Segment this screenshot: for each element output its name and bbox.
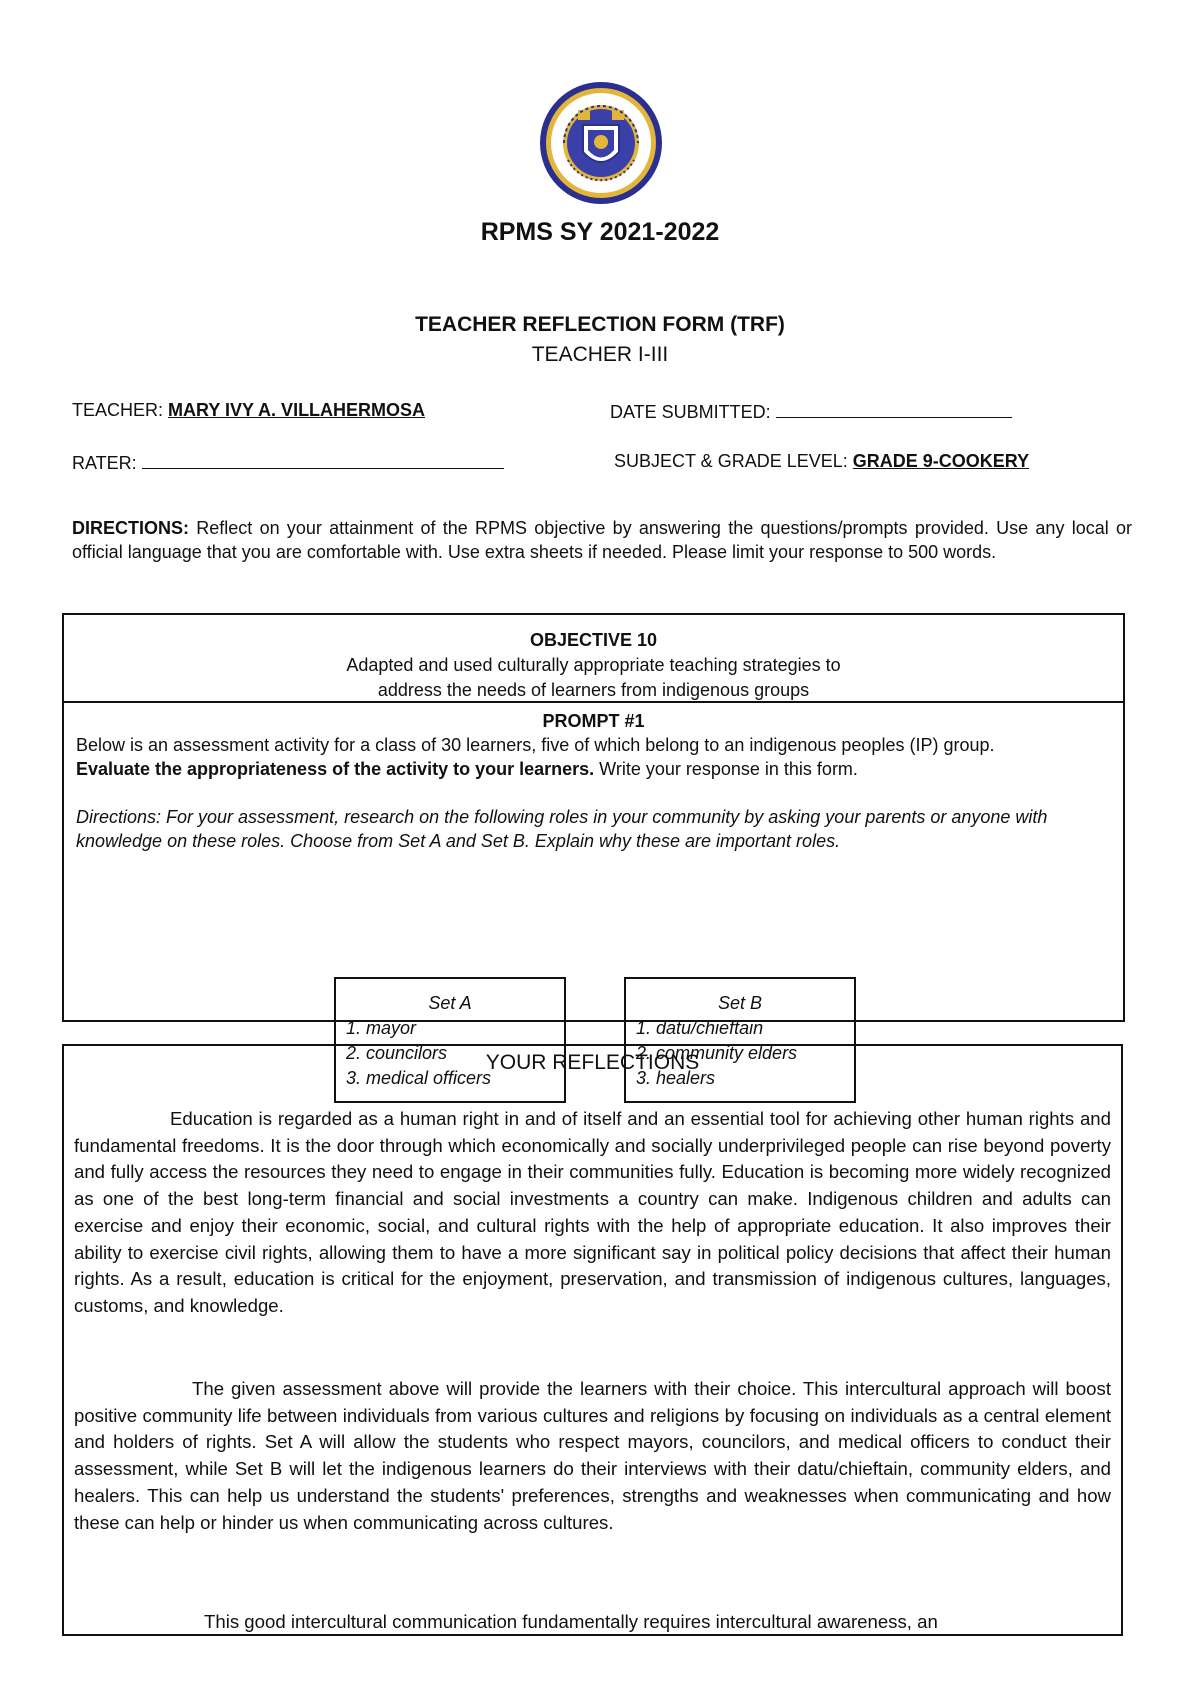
set-a-item: 3. medical officers — [346, 1068, 492, 1088]
rater-label: RATER: — [72, 453, 137, 473]
set-b-item: 1. datu/chieftain — [636, 1018, 764, 1038]
date-field — [610, 400, 1012, 423]
directions — [72, 516, 1132, 564]
subject-value[interactable]: GRADE 9-COOKERY — [852, 451, 1030, 471]
teacher-name[interactable]: MARY IVY A. VILLAHERMOSA — [168, 400, 426, 420]
form-title: TEACHER REFLECTION FORM (TRF) — [415, 313, 785, 336]
directions-label: DIRECTIONS: — [72, 518, 189, 538]
rater-field — [72, 451, 504, 474]
reflection-paragraph-3: This good intercultural communication fundamentally requires intercultural awareness, an — [204, 1611, 938, 1632]
set-b-item: 2. community elders — [636, 1043, 798, 1063]
prompt-bold-instruction: Evaluate the appropriateness of the activity to your learners. — [76, 759, 595, 779]
form-subtitle: TEACHER I-III — [531, 343, 669, 366]
prompt-instruction — [76, 757, 1111, 781]
teacher-label: TEACHER: — [72, 400, 164, 420]
prompt-intro: Below is an assessment activity for a class of 30 learners, five of which belong to an indigenous peoples (IP) group. — [76, 735, 995, 755]
rater-blank-line[interactable] — [142, 451, 504, 469]
objective-line-1: Adapted and used culturally appropriate teaching strategies to — [346, 655, 841, 675]
prompt-title: PROMPT #1 — [542, 711, 645, 731]
objective-header — [64, 615, 1123, 703]
objective-title: OBJECTIVE 10 — [529, 630, 658, 650]
reflection-paragraph-2: The given assessment above will provide the learners with their choice. This intercultural approach will boost positive community life between individuals from various cultures and religions by focusing on individuals as a central element and holders of rights. Set A will allow the students who respect mayors, councilors, and medical officers to conduct their assessment, while Set B will let the indigenous learners do their interviews with their datu/chieftain, community elders, and healers. This can help us understand the students' preferences, strengths and weaknesses when communicating and how these can help or hinder us when communicating across cultures. — [74, 1378, 1111, 1533]
date-blank-line[interactable] — [776, 400, 1012, 418]
teacher-field — [72, 400, 425, 421]
reflection-paragraph-1: Education is regarded as a human right in and of itself and an essential tool for achieving other human rights and fundamental freedoms. It is the door through which economically and socially underprivileged people can rise beyond poverty and fully access the resources they need to engage in their communities fully. Education is becoming more widely recognized as one of the best long-term financial and social investments a country can make. Indigenous children and adults can exercise and enjoy their economic, social, and cultural rights with the help of appropriate education. It also improves their ability to exercise civil rights, allowing them to have a more significant say in political policy decisions that affect their human rights. As a result, education is critical for the enjoyment, preservation, and transmission of indigenous cultures, languages, customs, and knowledge. — [74, 1108, 1111, 1316]
deped-seal-logo — [538, 80, 664, 206]
prompt-directions: Directions: For your assessment, research on the following roles in your community by asking your parents or anyone with knowledge on these roles. Choose from Set A and Set B. Explain why these are important roles. — [76, 807, 1048, 851]
set-a-item: 1. mayor — [346, 1018, 417, 1038]
set-a-title: Set A — [428, 993, 472, 1013]
subject-label: SUBJECT & GRADE LEVEL: — [614, 451, 848, 471]
set-a-item: 2. councilors — [346, 1043, 448, 1063]
document-title: RPMS SY 2021-2022 — [480, 218, 720, 246]
set-b-item: 3. healers — [636, 1068, 716, 1088]
set-b-title: Set B — [717, 993, 763, 1013]
reflection-box — [62, 1044, 1123, 1636]
objective-line-2: address the needs of learners from indigenous groups — [377, 680, 810, 700]
prompt-after-bold: Write your response in this form. — [594, 759, 858, 779]
subject-field — [614, 451, 1029, 472]
date-label: DATE SUBMITTED: — [610, 402, 771, 422]
directions-text: Reflect on your attainment of the RPMS objective by answering the questions/prompts provided. Use any local or official language that you are comfortable with. Use extra sheets if needed. Please limit your response to 500 words. — [72, 518, 1132, 562]
reflection-title: YOUR REFLECTIONS — [485, 1051, 700, 1074]
